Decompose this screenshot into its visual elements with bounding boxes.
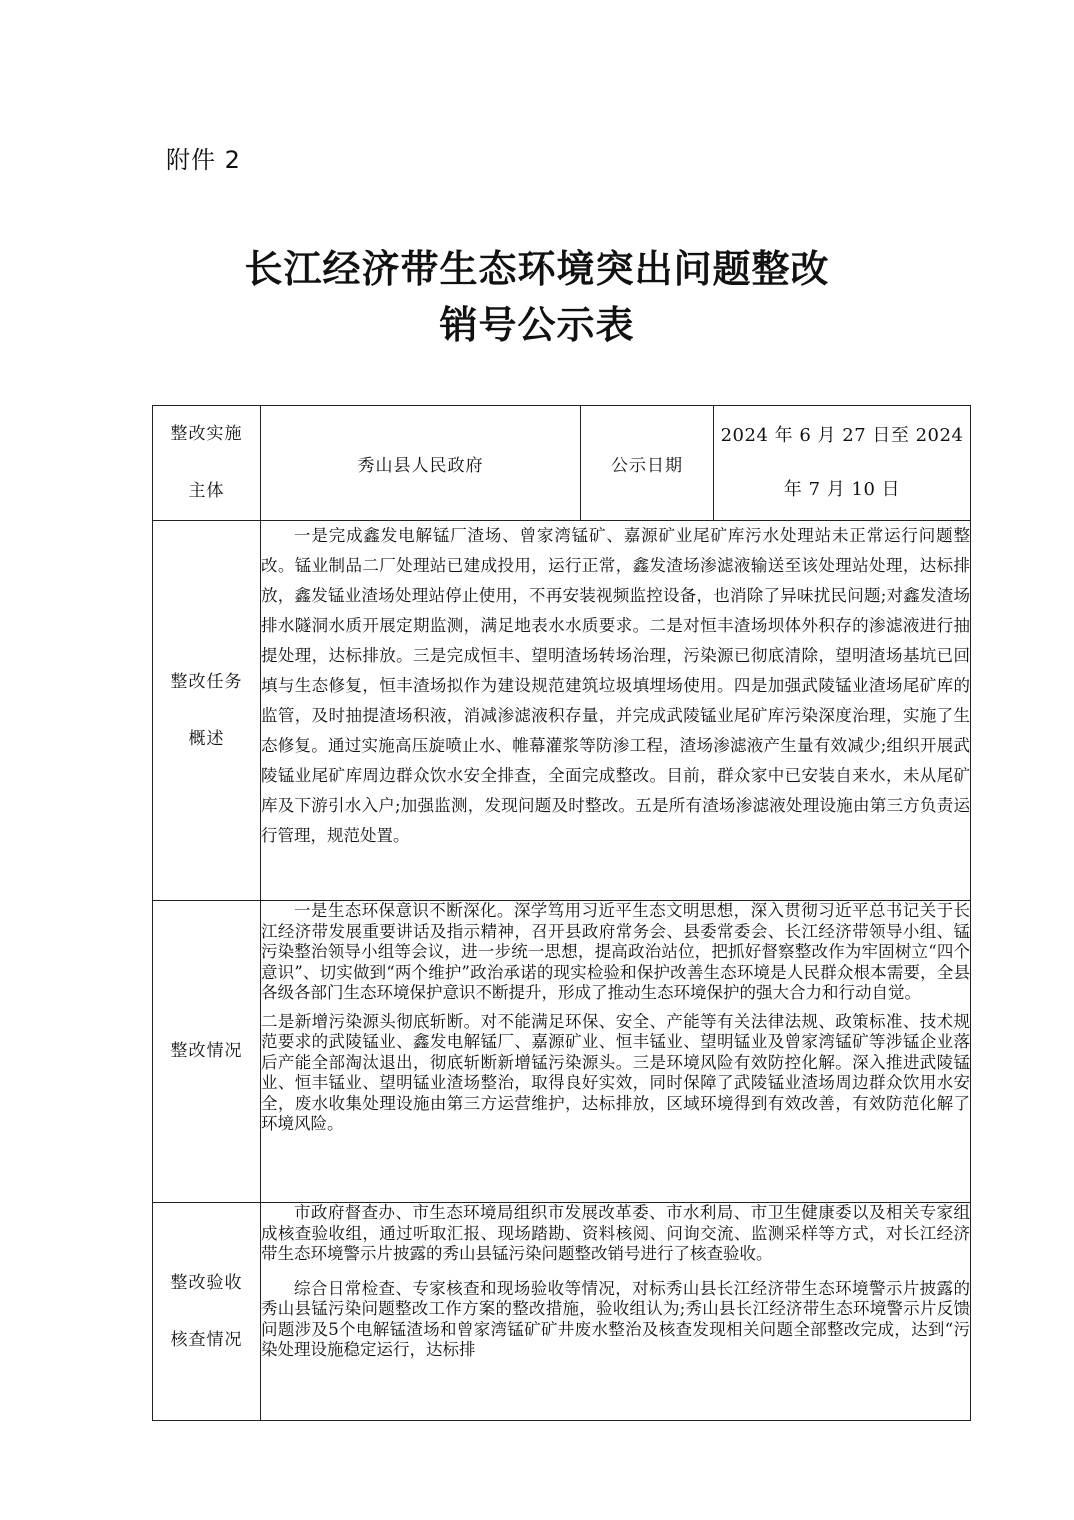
rectification-status-row: [153, 901, 971, 1203]
task-summary-text: 一是完成鑫发电解锰厂渣场、曾家湾锰矿、嘉源矿业尾矿库污水处理站未正常运行问题整改。锰业制品二厂处理站已建成投用，运行正常，鑫发渣场渗滤液输送至该处理站处理，达标排放，鑫发锰业渣场处理站停止使用，不再安装视频监控设备，也消除了异味扰民问题;对鑫发渣场排水隧洞水质开展定期监测，满足地表水水质要求。二是对恒丰渣场坝体外积存的渗滤液进行抽提处理，达标排放。三是完成恒丰、望明渣场转场治理，污染源已彻底清除，望明渣场基坑已回填与生态修复，恒丰渣场拟作为建设规范建筑垃圾填埋场使用。四是加强武陵锰业渣场尾矿库的监管，及时抽提渣场积液，消减渗滤液积存量，并完成武陵锰业尾矿库污染深度治理，实施了生态修复。通过实施高压旋喷止水、帷幕灌浆等防渗工程，渣场渗滤液产生量有效减少;组织开展武陵锰业尾矿库周边群众饮水安全排查，全面完成整改。目前，群众家中已安装自来水，未从尾矿库及下游引水入户;加强监测，发现问题及时整改。五是所有渣场渗滤液处理设施由第三方负责运行管理，规范处置。: [261, 526, 970, 845]
acceptance-check-row: [153, 1203, 971, 1421]
rectification-status-para2: 二是新增污染源头彻底斩断。对不能满足环保、安全、产能等有关法律法规、政策标准、技术规范要求的武陵锰业、鑫发电解锰厂、嘉源矿业、恒丰锰业、望明锰业及曾家湾锰矿等涉锰企业落后产能全部淘汰退出，彻底斩断新增锰污染源头。三是环境风险有效防控化解。深入推进武陵锰业、恒丰锰业、望明锰业渣场整治，取得良好实效，同时保障了武陵锰业渣场周边群众饮用水安全，废水收集处理设施由第三方运营维护，达标排放，区域环境得到有效改善，有效防范化解了环境风险。: [261, 1011, 970, 1133]
implementer-label-line2: 主体: [188, 481, 225, 501]
publicity-table: [152, 405, 971, 1421]
acceptance-check-para1: 市政府督查办、市生态环境局组织市发展改革委、市水利局、市卫生健康委以及相关专家组成核查验收组，通过听取汇报、现场踏勘、资料核阅、问询交流、监测采样等方式，对长江经济带生态环境警示片披露的秀山县锰污染问题整改销号进行了核查验收。: [261, 1203, 970, 1263]
acceptance-check-label-line2: 核查情况: [170, 1329, 243, 1350]
rectification-status-para1: 一是生态环保意识不断深化。深学笃用习近平生态文明思想，深入贯彻习近平总书记关于长江经济带发展重要讲话及指示精神，召开县政府常务会、县委常委会、长江经济带领导小组、锰污染整治领导小组等会议，进一步统一思想，提高政治站位，把抓好督察整改作为牢固树立“四个意识”、切实做到“两个维护”政治承诺的现实检验和保护改善生态环境是人民群众根本需要，全县各级各部门生态环境保护意识不断提升，形成了推动生态环境保护的强大合力和行动自觉。: [261, 901, 970, 1002]
implementer-value: 秀山县人民政府: [261, 406, 581, 521]
implementer-label-cell: [153, 406, 261, 521]
task-summary-label-line1: 整改任务: [170, 671, 243, 692]
attachment-label: 附件 2: [166, 146, 241, 174]
task-summary-label-line2: 概述: [188, 728, 225, 749]
publicity-date-cell: [714, 406, 971, 521]
rectification-status-label: 整改情况: [153, 901, 261, 1203]
task-summary-content: [261, 521, 971, 901]
publicity-date-line2: 年 7 月 10 日: [783, 479, 901, 500]
implementer-label-line1: 整改实施: [170, 424, 243, 444]
publicity-date-line1: 2024 年 6 月 27 日至 2024: [720, 425, 964, 446]
document-title-line1: 长江经济带生态环境突出问题整改: [244, 246, 830, 291]
acceptance-check-content: [261, 1203, 971, 1421]
implementer-row: [153, 406, 971, 521]
task-summary-row: [153, 521, 971, 901]
document-title-line2: 销号公示表: [439, 302, 635, 347]
task-summary-label-cell: [153, 521, 261, 901]
acceptance-check-label-line1: 整改验收: [170, 1272, 243, 1293]
rectification-status-content: [261, 901, 971, 1203]
acceptance-check-label-cell: [153, 1203, 261, 1421]
acceptance-check-para2: 综合日常检查、专家核查和现场验收等情况，对标秀山县长江经济带生态环境警示片披露的秀山县锰污染问题整改工作方案的整改措施，验收组认为;秀山县长江经济带生态环境警示片反馈问题涉及5个电解锰渣场和曾家湾锰矿矿井废水整治及核查发现相关问题全部整改完成，达到“污染处理设施稳定运行，达标排: [261, 1278, 970, 1359]
publicity-date-label: 公示日期: [581, 406, 714, 521]
